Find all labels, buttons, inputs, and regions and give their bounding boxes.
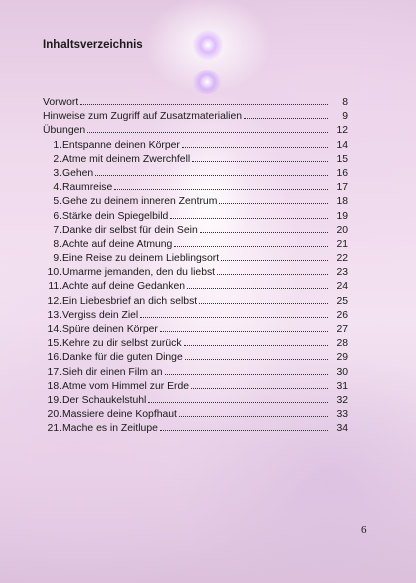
toc-leader [179, 415, 328, 417]
page-title: Inhaltsverzeichnis [43, 39, 143, 51]
toc-entry-page: 24 [336, 281, 348, 293]
toc-entry-title: Übungen [43, 125, 86, 137]
toc-entry[interactable] [43, 96, 348, 110]
toc-leader [185, 358, 328, 360]
toc-entry-page: 19 [336, 210, 348, 222]
toc-entry-title: Der Schaukelstuhl [62, 394, 147, 406]
toc-entry-number: 14. [47, 324, 62, 335]
toc-entry-title: Stärke dein Spiegelbild [62, 210, 169, 222]
toc-entry[interactable] [43, 366, 348, 380]
toc-leader [95, 174, 328, 176]
toc-entry-number: 3. [53, 167, 62, 179]
toc-entry-title: Hinweise zum Zugriff auf Zusatzmaterialien [43, 111, 243, 123]
toc-entry-page: 25 [336, 295, 348, 307]
toc-entry-title: Vergiss dein Ziel [62, 309, 139, 321]
toc-entry-number: 19. [47, 394, 62, 406]
toc-entry-page: 12 [336, 125, 348, 137]
toc-entry-number: 1. [53, 139, 62, 151]
toc-entry-page: 28 [336, 338, 348, 350]
toc-entry[interactable] [43, 181, 348, 195]
toc-leader [160, 330, 328, 332]
toc-entry-number: 18. [47, 380, 62, 392]
toc-leader [221, 259, 328, 261]
toc-leader [217, 273, 328, 275]
toc-entry-number: 2. [53, 153, 62, 165]
toc-entry-number: 9. [53, 253, 62, 265]
toc-entry-title: Gehen [62, 167, 94, 179]
toc-entry[interactable] [43, 323, 348, 337]
toc-entry-title: Kehre zu dir selbst zurück [62, 338, 182, 350]
toc-leader [80, 103, 328, 105]
toc-entry-title: Achte auf deine Gedanken [62, 281, 186, 293]
toc-entry-title: Spüre deinen Körper [62, 324, 158, 335]
toc-entry-page: 17 [336, 182, 348, 194]
toc-entry[interactable] [43, 351, 348, 365]
toc-entry-number: 8. [53, 238, 62, 250]
toc-entry-page: 27 [336, 324, 348, 335]
toc-entry[interactable] [43, 337, 348, 351]
toc-entry-title: Ein Liebesbrief an dich selbst [62, 295, 198, 307]
background-glow-crown [193, 30, 223, 60]
toc-entry[interactable] [43, 280, 348, 294]
toc-entry-title: Gehe zu deinem inneren Zentrum [62, 196, 218, 208]
toc-entry-page: 30 [336, 366, 348, 378]
table-of-contents [43, 96, 348, 437]
toc-entry[interactable] [43, 252, 348, 266]
toc-entry-title: Atme mit deinem Zwerchfell [62, 153, 191, 165]
toc-entry[interactable] [43, 238, 348, 252]
toc-entry-page: 18 [336, 196, 348, 208]
toc-entry[interactable] [43, 309, 348, 323]
toc-leader [160, 429, 328, 431]
toc-entry-title: Massiere deine Kopfhaut [62, 409, 177, 421]
toc-entry[interactable] [43, 139, 348, 153]
toc-entry-page: 33 [336, 409, 348, 421]
toc-entry-number: 11. [48, 281, 62, 293]
toc-entry-title: Vorwort [43, 97, 79, 108]
toc-entry[interactable] [43, 380, 348, 394]
toc-leader [140, 316, 328, 318]
toc-entry-number: 15. [47, 338, 62, 350]
toc-entry-page: 26 [336, 309, 348, 321]
toc-entry-page: 32 [336, 394, 348, 406]
toc-entry-number: 16. [47, 352, 62, 364]
toc-leader [174, 245, 328, 247]
toc-leader [165, 373, 329, 375]
toc-entry-page: 8 [342, 97, 348, 108]
toc-entry-title: Raumreise [62, 182, 113, 194]
toc-leader [199, 302, 328, 304]
toc-entry[interactable] [43, 295, 348, 309]
toc-entry-number: 5. [53, 196, 62, 208]
toc-entry[interactable] [43, 394, 348, 408]
toc-entry-page: 15 [336, 153, 348, 165]
toc-leader [114, 188, 328, 190]
toc-leader [182, 146, 328, 148]
background-glow-third-eye [192, 70, 222, 94]
toc-entry[interactable] [43, 195, 348, 209]
toc-entry-page: 29 [336, 352, 348, 364]
toc-entry-title: Eine Reise zu deinem Lieblingsort [62, 253, 220, 265]
toc-leader [200, 231, 328, 233]
toc-entry-page: 16 [336, 167, 348, 179]
toc-entry[interactable] [43, 110, 348, 124]
toc-entry-title: Umarme jemanden, den du liebst [62, 267, 216, 279]
toc-leader [184, 344, 328, 346]
toc-leader [170, 217, 328, 219]
toc-leader [87, 131, 328, 133]
toc-entry-page: 23 [336, 267, 348, 279]
toc-leader [191, 387, 328, 389]
toc-entry-page: 22 [336, 253, 348, 265]
page-number: 6 [361, 524, 367, 536]
toc-entry[interactable] [43, 266, 348, 280]
toc-entry[interactable] [43, 224, 348, 238]
toc-entry-title: Danke dir selbst für dein Sein [62, 224, 198, 236]
toc-entry-page: 21 [336, 238, 348, 250]
toc-entry-number: 4. [53, 182, 62, 194]
toc-entry-number: 17. [47, 366, 62, 378]
toc-entry-page: 34 [336, 423, 348, 435]
toc-entry[interactable] [43, 167, 348, 181]
toc-entry-title: Mache es in Zeitlupe [62, 423, 158, 435]
toc-entry-title: Sieh dir einen Film an [62, 366, 163, 378]
toc-entry[interactable] [43, 153, 348, 167]
toc-entry-number: 13. [47, 309, 62, 321]
toc-entry-page: 20 [336, 224, 348, 236]
toc-entry-title: Entspanne deinen Körper [62, 139, 180, 151]
toc-entry-title: Danke für die guten Dinge [62, 352, 183, 364]
toc-entry[interactable] [43, 422, 348, 436]
toc-entry[interactable] [43, 408, 348, 422]
toc-entry-title: Achte auf deine Atmung [62, 238, 173, 250]
toc-entry[interactable] [43, 124, 348, 138]
toc-leader [192, 160, 328, 162]
toc-entry-number: 12. [47, 295, 62, 307]
toc-entry-number: 7. [53, 224, 62, 236]
toc-entry-page: 9 [342, 111, 348, 123]
toc-leader [148, 401, 328, 403]
toc-leader [244, 117, 328, 119]
toc-entry-title: Atme vom Himmel zur Erde [62, 380, 190, 392]
toc-entry-number: 10. [47, 267, 62, 279]
toc-entry-page: 14 [336, 139, 348, 151]
toc-entry-number: 20. [47, 409, 62, 421]
toc-entry-number: 21. [47, 423, 62, 435]
toc-leader [219, 202, 328, 204]
toc-entry[interactable] [43, 210, 348, 224]
toc-entry-page: 31 [336, 380, 348, 392]
toc-leader [187, 287, 328, 289]
toc-entry-number: 6. [53, 210, 62, 222]
